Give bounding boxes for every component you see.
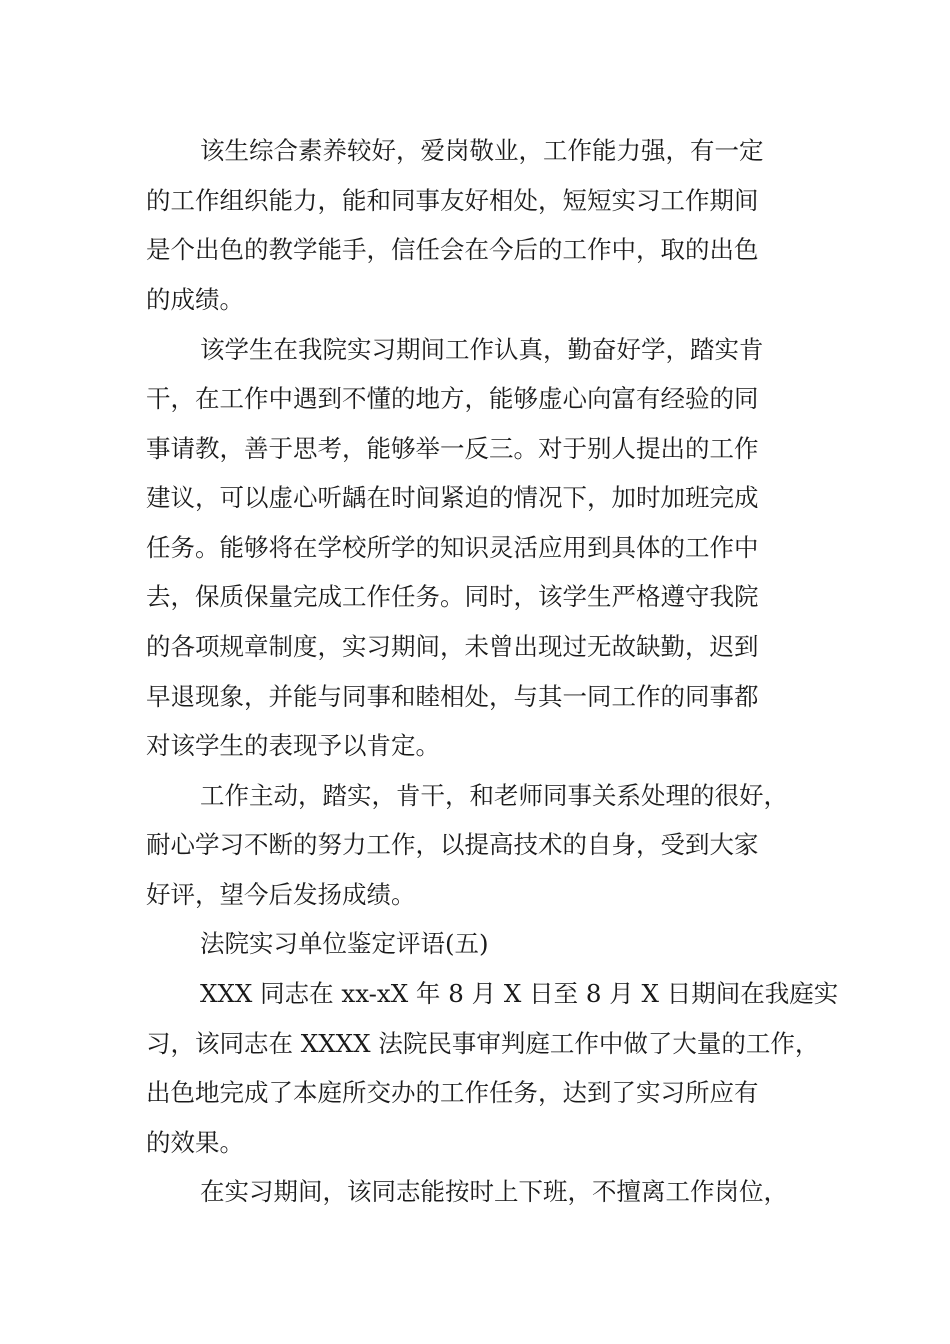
paragraph-3-line-1: 工作主动，踏实，肯干，和老师同事关系处理的很好，: [200, 781, 788, 810]
paragraph-4-line-3: 出色地完成了本庭所交办的工作任务，达到了实习所应有: [146, 1078, 759, 1107]
paragraph-1-line-4: 的成绩。: [146, 285, 244, 314]
paragraph-1-line-1: 该生综合素养较好，爱岗敬业，工作能力强，有一定: [200, 136, 764, 165]
paragraph-1-line-3: 是个出色的教学能手，信任会在今后的工作中，取的出色: [146, 235, 759, 264]
paragraph-2-line-6: 去，保质保量完成工作任务。同时，该学生严格遵守我院: [146, 582, 759, 611]
paragraph-3-line-2: 耐心学习不断的努力工作，以提高技术的自身，受到大家: [146, 830, 759, 859]
section-heading: 法院实习单位鉴定评语(五): [200, 929, 489, 958]
paragraph-2-line-5: 任务。能够将在学校所学的知识灵活应用到具体的工作中: [146, 533, 759, 562]
paragraph-2-line-8: 早退现象，并能与同事和睦相处，与其一同工作的同事都: [146, 682, 759, 711]
paragraph-2-line-7: 的各项规章制度，实习期间，未曾出现过无故缺勤，迟到: [146, 632, 759, 661]
paragraph-3-line-3: 好评，望今后发扬成绩。: [146, 880, 416, 909]
paragraph-4-line-4: 的效果。: [146, 1128, 244, 1157]
paragraph-5-line-1: 在实习期间，该同志能按时上下班，不擅离工作岗位，: [200, 1177, 788, 1206]
paragraph-2-line-4: 建议，可以虚心听龋在时间紧迫的情况下，加时加班完成: [146, 483, 759, 512]
paragraph-2-line-3: 事请教，善于思考，能够举一反三。对于别人提出的工作: [146, 434, 759, 463]
paragraph-4-line-2: 习，该同志在 XXXX 法院民事审判庭工作中做了大量的工作，: [146, 1029, 820, 1058]
paragraph-4-line-1: XXX 同志在 xx-xX 年 8 月 X 日至 8 月 X 日期间在我庭实: [200, 979, 839, 1008]
paragraph-2-line-2: 干，在工作中遇到不懂的地方，能够虚心向富有经验的同: [146, 384, 759, 413]
paragraph-2-line-1: 该学生在我院实习期间工作认真，勤奋好学，踏实肯: [200, 335, 764, 364]
paragraph-2-line-9: 对该学生的表现予以肯定。: [146, 731, 440, 760]
paragraph-1-line-2: 的工作组织能力，能和同事友好相处，短短实习工作期间: [146, 186, 759, 215]
